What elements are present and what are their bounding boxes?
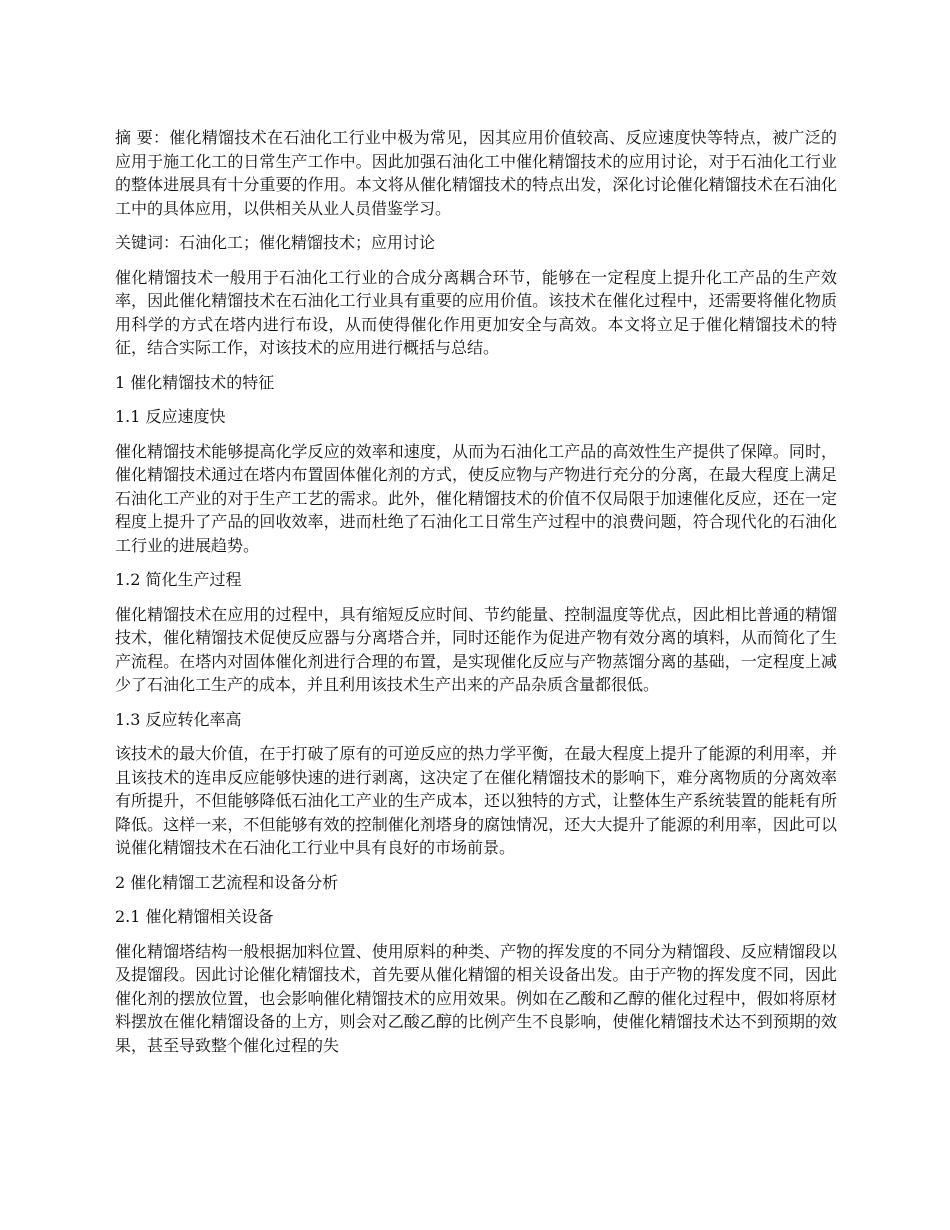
section-1-heading: 1 催化精馏技术的特征: [115, 372, 275, 392]
keywords-line: 关键词：石油化工；催化精馏技术；应用讨论: [115, 233, 436, 252]
section-1-2-paragraph: 催化精馏技术在应用的过程中，具有缩短反应时间、节约能量、控制温度等优点，因此相比普通的精馏技术，催化精馏技术促使反应器与分离塔合并，同时还能作为促进产物有效分离的填料，从而简化了生产流程。在塔内对固体催化剂进行合理的布置，是实现催化反应与产物蒸馏分离的基础，一定程度上减少了石油化工生产的成本，并且利用该技术生产出来的产品杂质含量都很低。: [115, 604, 837, 694]
section-2-heading: 2 催化精馏工艺流程和设备分析: [115, 872, 339, 892]
section-1-1-paragraph: 催化精馏技术能够提高化学反应的效率和速度，从而为石油化工产品的高效性生产提供了保障。同时，催化精馏技术通过在塔内布置固体催化剂的方式，使反应物与产物进行充分的分离，在最大程度上满足石油化工产业的对于生产工艺的需求。此外，催化精馏技术的价值不仅局限于加速催化反应，还在一定程度上提升了产品的回收效率，进而杜绝了石油化工日常生产过程中的浪费问题，符合现代化的石油化工行业的进展趋势。: [115, 441, 837, 555]
section-1-1-heading: 1.1 反应速度快: [115, 407, 226, 426]
intro-paragraph: 催化精馏技术一般用于石油化工行业的合成分离耦合环节，能够在一定程度上提升化工产品的生产效率，因此催化精馏技术在石油化工行业具有重要的应用价值。该技术在催化过程中，还需要将催化物质用科学的方式在塔内进行布设，从而使得催化作用更加安全与高效。本文将立足于催化精馏技术的特征，结合实际工作，对该技术的应用进行概括与总结。: [115, 267, 837, 357]
section-2-1-paragraph: 催化精馏塔结构一般根据加料位置、使用原料的种类、产物的挥发度的不同分为精馏段、反应精馏段以及提馏段。因此讨论催化精馏技术，首先要从催化精馏的相关设备出发。由于产物的挥发度不同，因此催化剂的摆放位置，也会影响催化精馏技术的应用效果。例如在乙酸和乙醇的催化过程中，假如将原材料摆放在催化精馏设备的上方，则会对乙酸乙醇的比例产生不良影响，使催化精馏技术达不到预期的效果，甚至导致整个催化过程的失: [115, 941, 837, 1055]
document-page: [115, 126, 837, 1068]
section-1-2-heading: 1.2 简化生产过程: [115, 570, 242, 589]
abstract-paragraph: 摘 要：催化精馏技术在石油化工行业中极为常见，因其应用价值较高、反应速度快等特点，被广泛的应用于施工化工的日常生产工作中。因此加强石油化工中催化精馏技术的应用讨论，对于石油化工行业的整体进展具有十分重要的作用。本文将从催化精馏技术的特点出发，深化讨论催化精馏技术在石油化工中的具体应用，以供相关从业人员借鉴学习。: [115, 128, 837, 218]
section-1-3-paragraph: 该技术的最大价值，在于打破了原有的可逆反应的热力学平衡，在最大程度上提升了能源的利用率，并且该技术的连串反应能够快速的进行剥离，这决定了在催化精馏技术的影响下，难分离物质的分离效率有所提升，不但能够降低石油化工产业的生产成本，还以独特的方式，让整体生产系统装置的能耗有所降低。这样一来，不但能够有效的控制催化剂塔身的腐蚀情况，还大大提升了能源的利用率，因此可以说催化精馏技术在石油化工行业中具有良好的市场前景。: [115, 744, 837, 857]
section-1-3-heading: 1.3 反应转化率高: [115, 709, 242, 729]
section-2-1-heading: 2.1 催化精馏相关设备: [115, 907, 274, 926]
